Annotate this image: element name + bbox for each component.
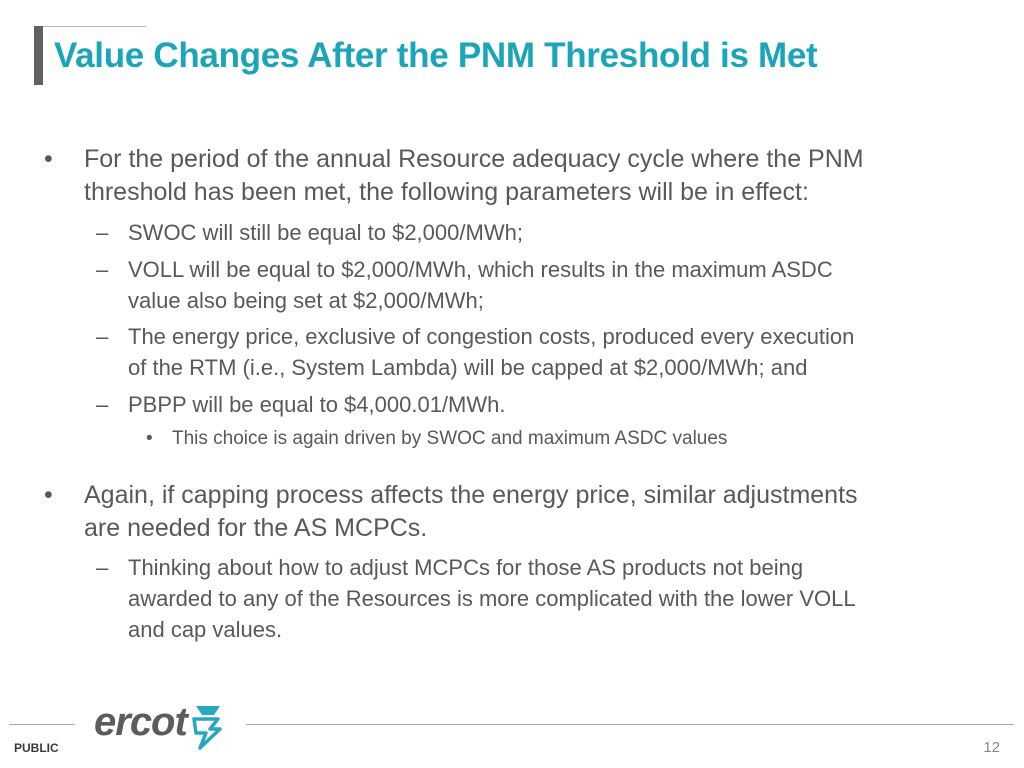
- text-line: PBPP will be equal to $4,000.01/MWh.: [128, 392, 506, 417]
- bullet-marker: •: [44, 481, 53, 509]
- dash-marker: –: [96, 392, 109, 417]
- page-number: 12: [983, 739, 1000, 756]
- text-line: and cap values.: [128, 617, 283, 642]
- text-line: of the RTM (i.e., System Lambda) will be capped at $2,000/MWh; and: [128, 355, 808, 380]
- sub-bullet-marker: •: [146, 428, 153, 449]
- dash-marker: –: [96, 220, 109, 245]
- bullet-1-text: [84, 143, 984, 209]
- classification-label: PUBLIC: [14, 741, 59, 755]
- bullet-marker: •: [44, 145, 53, 173]
- text-line: threshold has been met, the following parameters will be in effect:: [84, 178, 809, 206]
- title-accent-bar: [34, 26, 43, 85]
- sub-bullet-swoc: [128, 217, 988, 248]
- sub-bullet-voll: [128, 254, 988, 316]
- text-line: SWOC will still be equal to $2,000/MWh;: [128, 220, 523, 245]
- slide-title: Value Changes After the PNM Threshold is Met: [54, 36, 818, 75]
- text-line: Again, if capping process affects the energy price, similar adjustments: [84, 481, 858, 509]
- ercot-lightning-mark-icon: [190, 702, 226, 750]
- text-line: value also being set at $2,000/MWh;: [128, 288, 484, 313]
- footer-rule-right: [246, 724, 1014, 725]
- sub-bullet-mcpc: [128, 552, 988, 645]
- sub-sub-bullet-choice: [172, 426, 972, 452]
- text-line: This choice is again driven by SWOC and maximum ASDC values: [172, 428, 728, 449]
- dash-marker: –: [96, 555, 109, 580]
- text-line: VOLL will be equal to $2,000/MWh, which results in the maximum ASDC: [128, 257, 833, 282]
- dash-marker: –: [96, 257, 109, 282]
- sub-bullet-pbpp: [128, 389, 988, 420]
- bullet-2-text: [84, 479, 984, 545]
- ercot-logo: [94, 700, 234, 752]
- footer-rule-left: [9, 724, 75, 725]
- text-line: awarded to any of the Resources is more complicated with the lower VOLL: [128, 586, 856, 611]
- title-top-rule: [34, 26, 146, 27]
- text-line: The energy price, exclusive of congestion costs, produced every execution: [128, 324, 855, 349]
- text-line: Thinking about how to adjust MCPCs for those AS products not being: [128, 555, 804, 580]
- text-line: are needed for the AS MCPCs.: [84, 514, 428, 542]
- dash-marker: –: [96, 324, 109, 349]
- logo-wordmark: ercot: [94, 700, 187, 744]
- sub-bullet-energy-price: [128, 321, 988, 383]
- text-line: For the period of the annual Resource adequacy cycle where the PNM: [84, 145, 864, 173]
